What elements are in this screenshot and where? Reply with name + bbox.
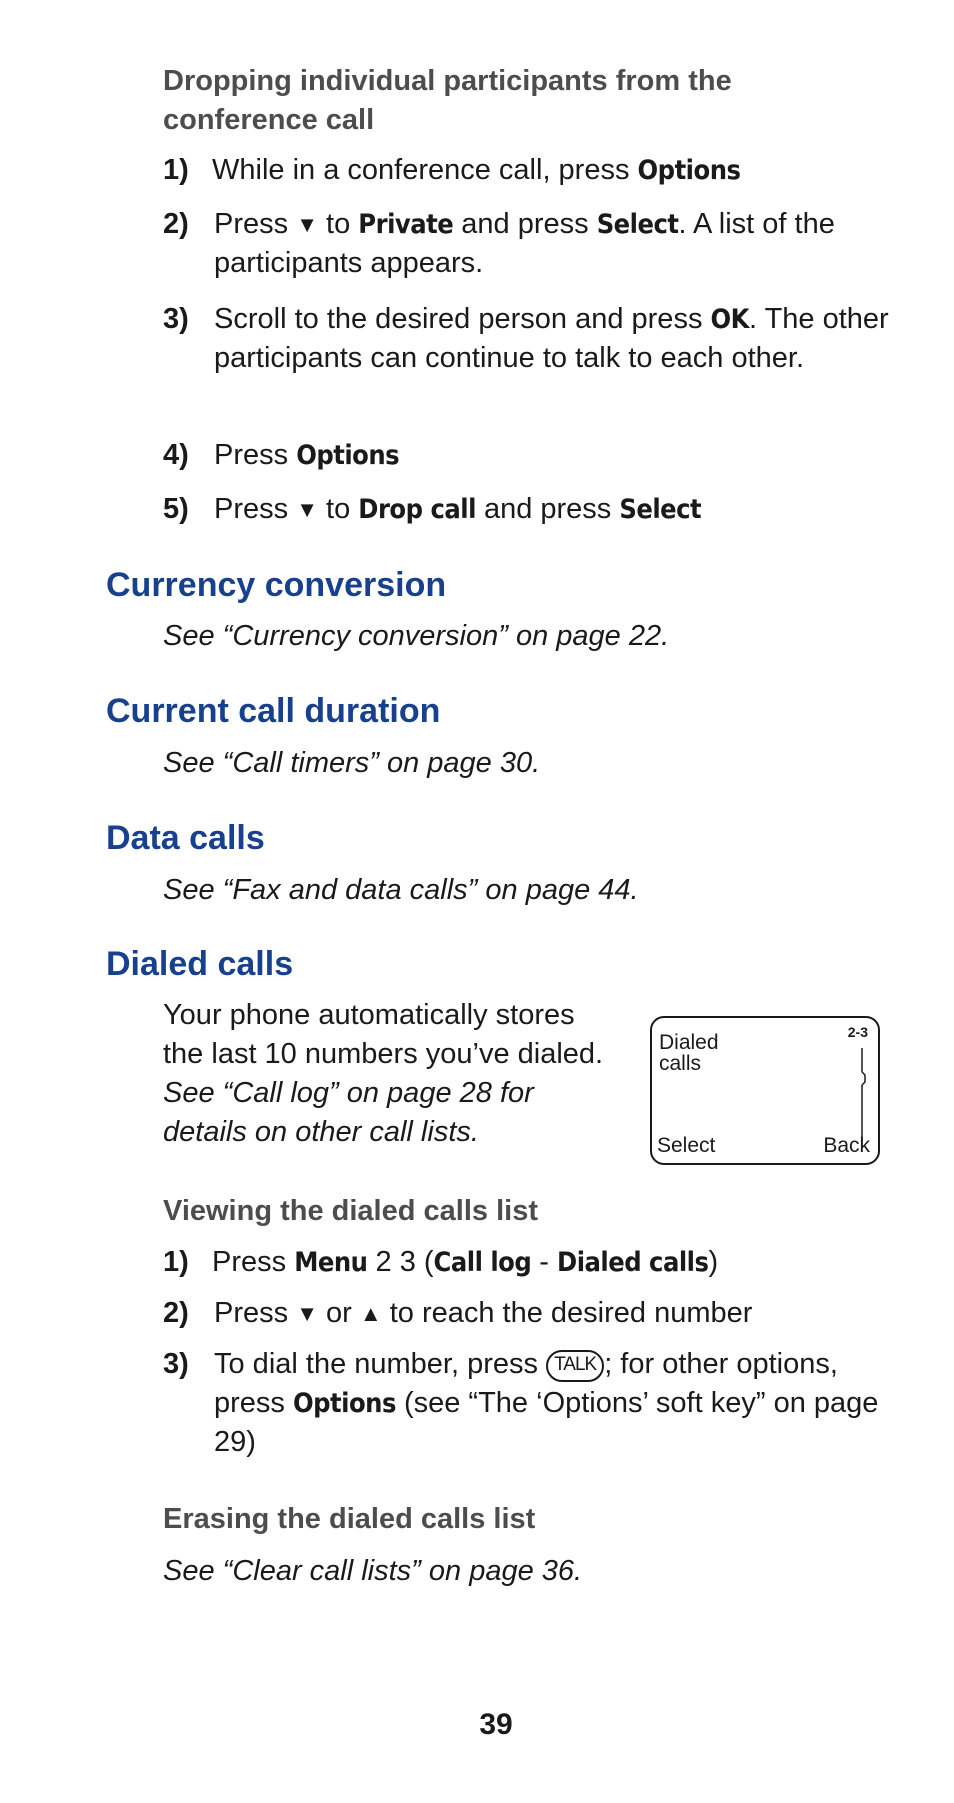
- screen-title: Dialed calls: [659, 1031, 719, 1075]
- key-label: Options: [292, 1388, 396, 1419]
- heading-current-call-duration: Current call duration: [106, 692, 441, 730]
- scroll-bar-icon: [852, 1048, 866, 1146]
- step-3: 3) Scroll to the desired person and press OK. The other participants can continue to talk to each other.: [163, 300, 883, 420]
- manual-page: Dropping individual participants from the conference call 1) While in a conference call, press Options 2) Press ▼ to Private and press Select. A list of the participants appears. 3) Scroll to the desired person and press OK. The other participants can continue to talk to each other. 4) Press Options 5) Press ▼ to Drop call and press Select Currency conversion See “Currency conversion” on page 22. Current call duration See “Call timers” on page 30. Data calls See “Fax and data calls” on page 44. Dialed calls Your phone automatically stores the last 10 numbers you’ve dialed. See “Call log” on page 28 for details on other call lists. Dialed calls 2-3 Select Back Viewing the dialed calls list 1) Press Menu 2 3 (Call log - Dialed calls) 2) Press ▼ or ▲ to reach the desired number 3) To dial the number, press TALK ; for other options, press Options (see “The ‘Options’ soft key” on page 29) Erasing the dialed calls list See “Clear call lists” on page 36. 39: [0, 0, 954, 1803]
- cross-reference: See “Clear call lists” on page 36.: [163, 1555, 583, 1587]
- cross-reference: See “Call timers” on page 30.: [163, 747, 541, 779]
- phone-screen-illustration: [650, 1016, 880, 1165]
- key-label: Select: [596, 209, 679, 240]
- heading-dialed-calls: Dialed calls: [106, 945, 294, 983]
- key-label: Menu: [294, 1247, 368, 1278]
- key-label: Dialed calls: [557, 1247, 709, 1278]
- down-triangle-icon: ▼: [296, 1301, 318, 1326]
- talk-key-icon: TALK: [546, 1350, 604, 1382]
- heading-data-calls: Data calls: [106, 819, 265, 857]
- step-2: 2) Press ▼ to Private and press Select. A list of the participants appears.: [163, 205, 883, 285]
- viewing-step-3: 3) To dial the number, press TALK ; for other options, press Options (see “The ‘Options’ soft key” on page 29): [163, 1345, 883, 1465]
- page-number: 39: [479, 1708, 513, 1741]
- up-triangle-icon: ▲: [359, 1301, 382, 1326]
- subheading-erasing: Erasing the dialed calls list: [163, 1503, 536, 1535]
- subheading-dropping: Dropping individual participants from the conference call: [163, 65, 732, 136]
- key-label: Drop call: [358, 494, 476, 525]
- heading-currency-conversion: Currency conversion: [106, 566, 447, 604]
- step-number: 3): [163, 303, 189, 335]
- key-label: Call log: [433, 1247, 532, 1278]
- key-label: Private: [358, 209, 454, 240]
- key-label: Options: [296, 440, 400, 471]
- key-label: Select: [619, 494, 702, 525]
- step-number: 4): [163, 439, 189, 471]
- step-number: 1): [163, 154, 189, 186]
- soft-key-right: Back: [823, 1134, 870, 1157]
- down-triangle-icon: ▼: [296, 497, 318, 522]
- screen-counter: 2-3: [847, 1024, 868, 1040]
- subheading-viewing: Viewing the dialed calls list: [163, 1195, 538, 1227]
- down-triangle-icon: ▼: [296, 212, 318, 237]
- step-number: 2): [163, 1297, 189, 1329]
- cross-reference: See “Currency conversion” on page 22.: [163, 620, 670, 652]
- step-number: 2): [163, 208, 189, 240]
- step-number: 1): [163, 1246, 189, 1278]
- key-label: OK: [710, 304, 749, 335]
- cross-reference: See “Fax and data calls” on page 44.: [163, 874, 639, 906]
- soft-key-left: Select: [657, 1134, 716, 1157]
- step-number: 5): [163, 493, 189, 525]
- key-label: Options: [637, 155, 741, 186]
- step-number: 3): [163, 1348, 189, 1380]
- dialed-calls-description: Your phone automatically stores the last 10 numbers you’ve dialed. See “Call log” on page 28 for details on other call lists.: [163, 999, 604, 1148]
